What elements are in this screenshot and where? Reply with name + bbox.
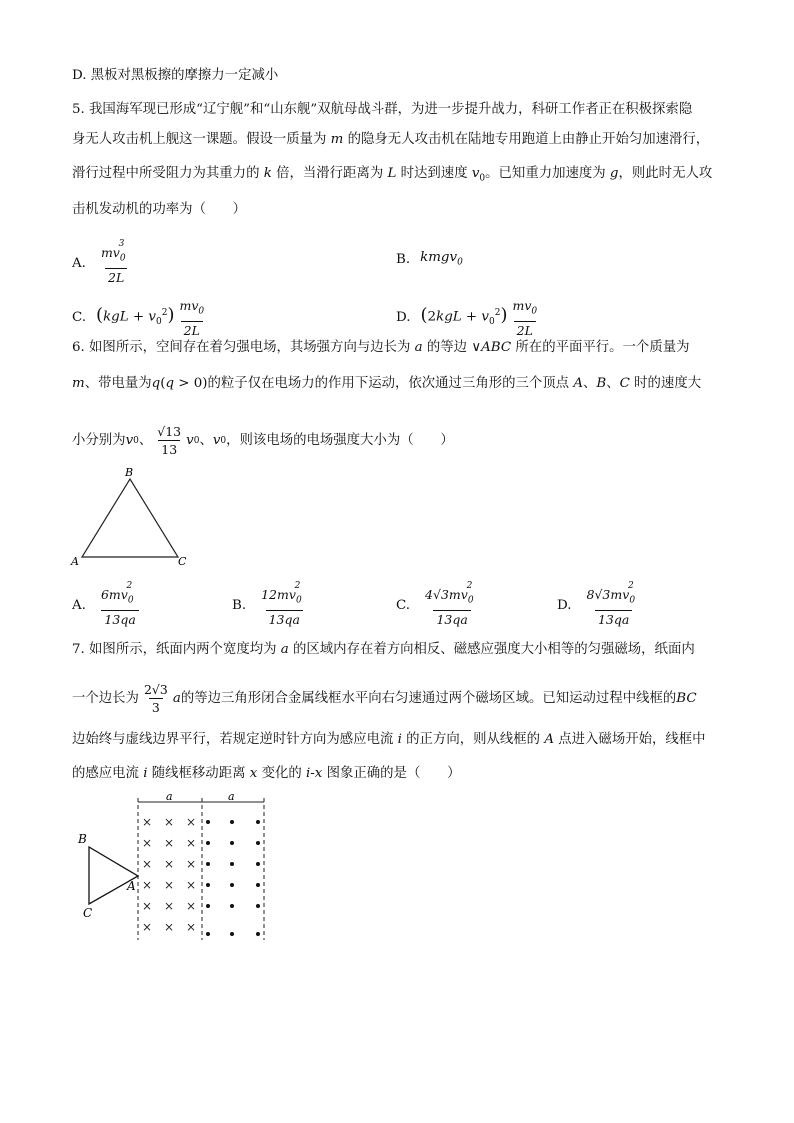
svg-text:×: × — [142, 899, 153, 913]
q6-line-2: m、带电量为q(q > 0)的粒子仅在电场力的作用下运动，依次通过三角形的三个顶点 A、B、C 时的速度大 — [72, 376, 702, 391]
q5-option-d[interactable]: D. $(2kgL + v_0^2)$ $\frac{mv_0}{2L}$ — [396, 298, 538, 338]
q5-option-b-formula: kmgv$_0$ — [420, 250, 463, 268]
q5-line-4: 击机发动机的功率为（ ） — [72, 202, 247, 217]
svg-text:×: × — [164, 920, 175, 934]
q6-option-b[interactable]: B. $\frac{12mv_0^2}{13qa}$ — [232, 585, 312, 627]
q7-line-4: 的感应电流 i 随线框移动距离 x 变化的 i-x 图象正确的是（ ） — [72, 766, 461, 781]
q6-label-a: A — [71, 555, 79, 568]
svg-text:×: × — [164, 857, 175, 871]
svg-text:×: × — [142, 815, 153, 829]
q6-triangle-figure — [68, 465, 198, 570]
q5-option-a-formula: $\frac{mv_0^3}{2L}$ — [100, 239, 126, 285]
q6-option-c-formula: $\frac{4√3mv_0^2}{13qa}$ — [425, 581, 474, 627]
q7-line-1: 7. 如图所示，纸面内两个宽度均为 a 的区域内存在着方向相反、磁感应强度大小相等的匀强磁场，纸面内 — [72, 642, 695, 657]
svg-text:×: × — [142, 857, 153, 871]
svg-text:×: × — [186, 857, 197, 871]
q4-option-d: D. 黑板对黑板擦的摩擦力一定减小 — [72, 68, 279, 83]
q7-label-a: A — [127, 879, 136, 893]
q6-label-c: C — [178, 555, 187, 568]
q5-line-2: 身无人攻击机上舰这一课题。假设一质量为 m 的隐身无人攻击机在陆地专用跑道上由静止开始匀加速滑行， — [72, 132, 710, 147]
q7-magnetic-field-figure — [70, 792, 280, 952]
q5-option-a[interactable]: A. $\frac{mv_0^3}{2L}$ — [72, 243, 136, 285]
q6-option-d-formula: $\frac{8√3mv_0^2}{13qa}$ — [586, 581, 636, 627]
svg-text:×: × — [142, 920, 153, 934]
q5-option-c-formula: $(kgL + v_0^2)$ — [96, 304, 175, 328]
q7-label-a1: a — [166, 792, 173, 803]
svg-text:×: × — [186, 836, 197, 850]
q7-line-3: 边始终与虚线边界平行，若规定逆时针方向为感应电流 i 的正方向，则从线框的 A 点进入磁场开始，线框中 — [72, 732, 706, 747]
q5-option-b[interactable]: B. kmgv$_0$ — [396, 248, 463, 273]
svg-text:×: × — [186, 899, 197, 913]
q5-line-1: 5. 我国海军现已形成“辽宁舰”和“山东舰”双航母战斗群，为进一步提升战力，科研工作者正在积极探索隐 — [72, 102, 693, 117]
q7-line-2: 一个边长为 $\frac{2√3}{3}$ a 的等边三角形闭合金属线框水平向右匀速通过两个磁场区域。已知运动过程中线框的 BC — [72, 682, 697, 715]
svg-text:×: × — [186, 920, 197, 934]
q7-triangle-frame — [89, 847, 138, 904]
q6-line-3: 小分别为 v 0 、 $\frac{√13}{13}$ v 0 、 v 0 ，则该电场的电场强度大小为（ ） — [72, 424, 454, 457]
q7-field-out-of-page — [206, 820, 260, 936]
q6-label-b: B — [125, 466, 134, 479]
q7-label-c: C — [83, 906, 93, 920]
q6-option-c[interactable]: C. $\frac{4√3mv_0^2}{13qa}$ — [396, 585, 484, 627]
svg-text:×: × — [186, 878, 197, 892]
q5-option-c[interactable]: C. $(kgL + v_0^2)$ $\frac{mv_0}{2L}$ — [72, 298, 205, 338]
svg-text:×: × — [164, 899, 175, 913]
q6-option-b-formula: $\frac{12mv_0^2}{13qa}$ — [261, 581, 302, 627]
q6-triangle — [82, 479, 178, 557]
svg-text:×: × — [164, 878, 175, 892]
svg-text:×: × — [142, 878, 153, 892]
q6-line-1: 6. 如图所示，空间存在着匀强电场，其场强方向与边长为 a 的等边 ∨ABC 所在的平面平行。一个质量为 — [72, 340, 690, 355]
svg-text:×: × — [164, 836, 175, 850]
q5-option-d-formula: $(2kgL + v_0^2)$ — [420, 304, 508, 328]
svg-text:×: × — [164, 815, 175, 829]
q7-field-into-page — [142, 815, 196, 934]
q6-option-a-formula: $\frac{6mv_0^2}{13qa}$ — [98, 585, 142, 627]
q5-line-3: 滑行过程中所受阻力为其重力的 k 倍，当滑行距离为 L 时达到速度 $v_0$。已知重力加速度为 g，则此时无人攻 — [72, 166, 713, 184]
svg-text:×: × — [142, 836, 153, 850]
svg-text:×: × — [186, 815, 197, 829]
q6-option-a[interactable]: A. $\frac{6mv_0^2}{13qa}$ — [72, 585, 144, 627]
q7-label-a2: a — [228, 792, 235, 803]
q7-label-b: B — [78, 832, 87, 846]
q6-option-d[interactable]: D. $\frac{8√3mv_0^2}{13qa}$ — [557, 585, 646, 627]
